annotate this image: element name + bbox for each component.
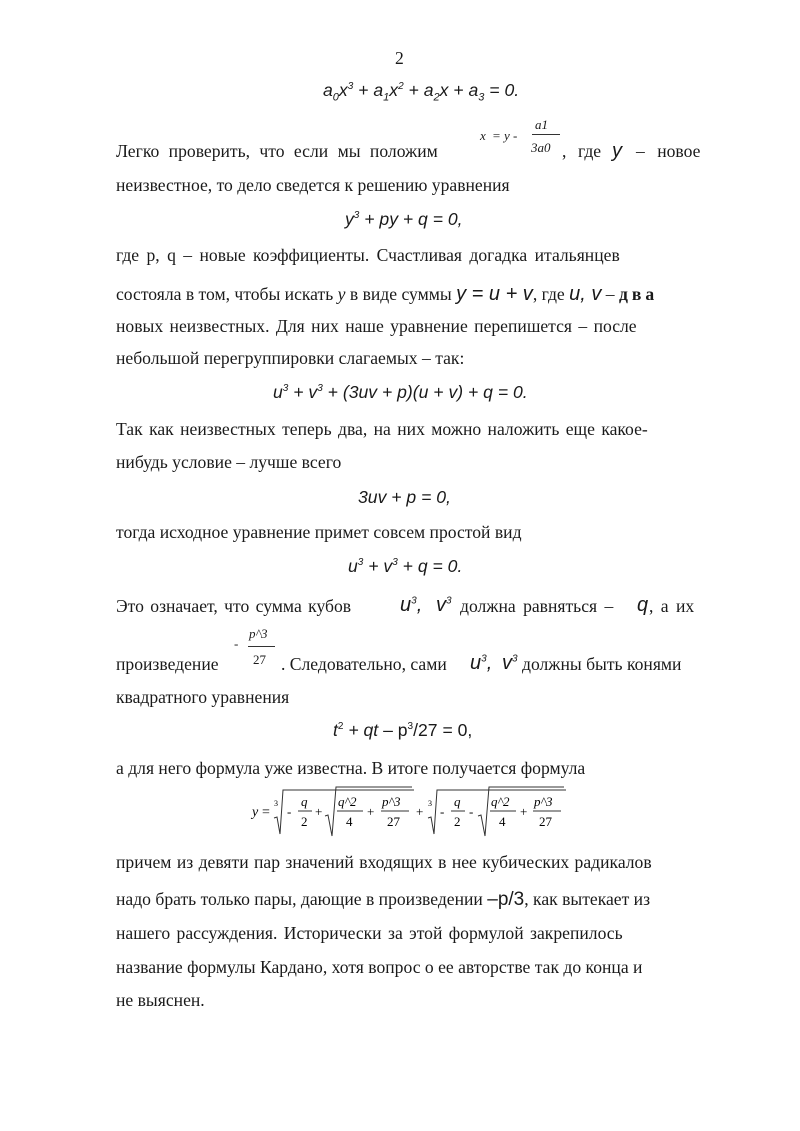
paragraph-1-line-2: неизвестное, то дело сведется к решению уравнения bbox=[116, 175, 510, 195]
equation-simple: $u^3 + v^3 + q = 0$. bbox=[348, 556, 463, 576]
q-over-2-den-2: 2 bbox=[454, 814, 461, 829]
equation-quadratic: $t^2$ + qt – $p^3/27 = 0$, bbox=[333, 720, 473, 740]
variable-q: q bbox=[637, 594, 649, 616]
paragraph-5-line-1b: должна равняться – bbox=[460, 596, 614, 616]
paragraph-5-line-2c: должны быть конями bbox=[522, 654, 682, 674]
paragraph-7-line-1: причем из девяти пар значений входящих в нее кубических радикалов bbox=[116, 852, 652, 872]
paragraph-2-line-2: состояла в том, чтобы искать y в виде суммы y = u + v, где u, v – два bbox=[116, 283, 659, 305]
plus-3: + bbox=[520, 804, 528, 819]
p3-num-2: p^3 bbox=[534, 794, 553, 809]
cardano-formula bbox=[250, 784, 570, 840]
q2-num-2: q^2 bbox=[491, 794, 510, 809]
variable-y: y bbox=[612, 140, 622, 162]
paragraph-1-line-1b-comma: , bbox=[562, 141, 567, 161]
q2-num: q^2 bbox=[338, 794, 357, 809]
plus-2: + bbox=[367, 804, 375, 819]
root-index-2: 3 bbox=[428, 799, 432, 808]
q2-den-2: 4 bbox=[499, 814, 506, 829]
product-fraction: - p^3 27 bbox=[234, 626, 282, 672]
paragraph-7-line-2: надо брать только пары, дающие в произведении –p/3, как вытекает из bbox=[116, 889, 651, 910]
equation-condition: 3uv + p = 0, bbox=[358, 487, 451, 507]
equation-reduced-cubic: $y^3$ + py + q = 0, bbox=[345, 209, 463, 229]
paragraph-3-line-2: нибудь условие – лучше всего bbox=[116, 452, 342, 472]
paragraph-1-line-1b-rest: – новое bbox=[636, 141, 701, 161]
paragraph-5-line-1a: Это означает, что сумма кубов bbox=[116, 596, 352, 616]
formula-equals: = bbox=[262, 805, 270, 820]
minus-2: - bbox=[440, 804, 445, 819]
paragraph-1-line-1a: Легко проверить, что если мы положим bbox=[116, 141, 438, 161]
root-index-1: 3 bbox=[274, 799, 278, 808]
minus-3: - bbox=[469, 804, 474, 819]
paragraph-2-line-4: небольшой перегруппировки слагаемых – так: bbox=[116, 348, 465, 368]
formula-y: y bbox=[252, 805, 259, 820]
q-over-2-num-2: q bbox=[454, 794, 461, 809]
paragraph-7-line-4: название формулы Кардано, хотя вопрос о ее авторстве так до конца и bbox=[116, 957, 643, 977]
paragraph-3-line-1: Так как неизвестных теперь два, на них можно наложить еще какое- bbox=[116, 419, 648, 439]
page-number: 2 bbox=[395, 48, 404, 68]
paragraph-5-line-1c: , а их bbox=[649, 596, 695, 616]
fraction-bar bbox=[532, 134, 560, 135]
paragraph-6-line-1: а для него формула уже известна. В итоге получается формула bbox=[116, 758, 586, 778]
paragraph-5-line-2a: произведение bbox=[116, 654, 219, 674]
paragraph-7-line-3: нашего рассуждения. Исторически за этой формулой закрепилось bbox=[116, 923, 623, 943]
minus-1: - bbox=[287, 804, 292, 819]
q-over-2-num: q bbox=[301, 794, 308, 809]
paragraph-2-line-1: где p, q – новые коэффициенты. Счастливая догадка итальянцев bbox=[116, 245, 620, 265]
cube-v: $v^3$ bbox=[436, 594, 452, 616]
paragraph-5-line-3: квадратного уравнения bbox=[116, 687, 290, 707]
q2-den: 4 bbox=[346, 814, 353, 829]
p3-num: p^3 bbox=[382, 794, 401, 809]
plus-middle: + bbox=[416, 804, 424, 819]
substitution-formula: x = y - a1 3a0 bbox=[480, 116, 562, 160]
paragraph-7-line-5: не выяснен. bbox=[116, 990, 205, 1010]
equation-uv-substituted: $u^3 + v^3 + (3uv + p)(u + v) + q = 0$. bbox=[273, 382, 528, 402]
paragraph-2-line-3: новых неизвестных. Для них наше уравнение перепишется – после bbox=[116, 316, 637, 336]
plus-1: + bbox=[315, 804, 323, 819]
paragraph-4-line-1: тогда исходное уравнение примет совсем простой вид bbox=[116, 522, 522, 542]
p3-den: 27 bbox=[387, 814, 400, 829]
q-over-2-den: 2 bbox=[301, 814, 308, 829]
cube-v-2: $v^3$ bbox=[502, 652, 518, 674]
cube-u-2: $u^3$, bbox=[470, 652, 493, 674]
paragraph-5-line-2b: . Следовательно, сами bbox=[281, 654, 447, 674]
cube-u: $u^3$, bbox=[400, 594, 423, 616]
equation-general-cubic: $a_0x^3 + a_1x^2 + a_2x + a_3 = 0$. bbox=[323, 80, 520, 104]
fraction-bar bbox=[248, 646, 275, 647]
p3-den-2: 27 bbox=[539, 814, 552, 829]
paragraph-1-line-1b-gde: где bbox=[578, 141, 602, 161]
